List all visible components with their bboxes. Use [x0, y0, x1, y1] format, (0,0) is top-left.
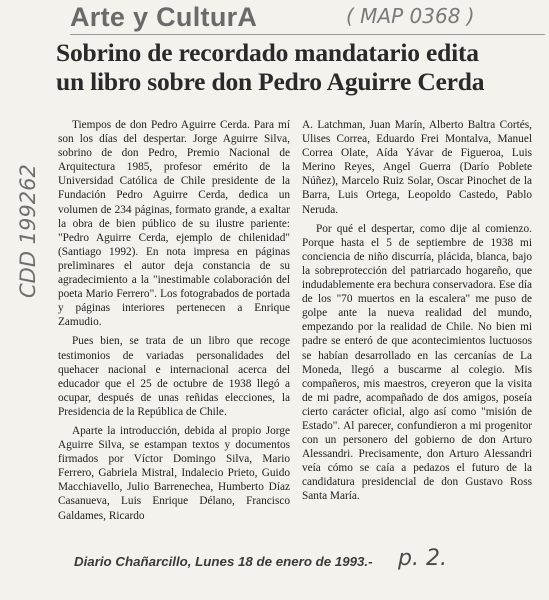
headline-line-1: Sobrino de recordado mandatario edita: [56, 38, 479, 67]
archive-code-handwritten: ( MAP 0368 ): [346, 4, 475, 28]
paragraph: A. Latchman, Juan Marín, Alberto Baltra Cortés, Ulises Correa, Eduardo Frei Montalva, Manuel Correa Olate, Aída Yávar de Figueroa, Luis Merino Reyes, Angel Guerra (Darío Poblete Núñez), Marcelo Ruiz Solar, Oscar Pinochet de la Barra, Luis Ortega, Leopoldo Castedo, Pablo Neruda.: [302, 119, 532, 216]
margin-note-handwritten: [10, 140, 38, 300]
article-column-left: [58, 118, 290, 528]
paragraph: Por qué el despertar, como dije al comienzo. Porque hasta el 5 de septiembre de 1938 mi conciencia de niño discurría, plácida, blanca, bajo la sobreprotección del patriarcado hogareño, que indudablemente era bechura conservadora. Ese día de los "70 muertos en la escalera" me puso de golpe ante la nueva realidad del mundo, empezando por la realidad de Chile. No bien mi padre se enteró de que acontecimientos luctuosos se habían desarrollado en las cercanías de La Moneda, llegó a buscarme al colegio. Mis compañeros, mis maestros, creyeron que la visita de mi padre, acompañado de dos amigos, poseía cierto carácter oficial, algo así como "misión de Estado". Al parecer, confundieron a mi progenitor con un personero del gobierno de don Arturo Alessandri. Precisamente, don Arturo Alessandri veía cómo se caía a pedazos el futuro de la candidatura presidencial de don Gustavo Ross Santa María.: [302, 222, 532, 503]
margin-note-text: CDD 199262: [16, 164, 40, 298]
section-label: Arte y CulturA: [70, 2, 258, 32]
paragraph: Pues bien, se trata de un libro que recoge testimonios de variadas personalidades del quehacer nacional e internacional acerca del educador que el 25 de octubre de 1938 llegó a ocupar, después de unas reñidas elecciones, la Presidencia de la República de Chile.: [58, 335, 290, 418]
source-footer: Diario Chañarcillo, Lunes 18 de enero de 1993.-: [74, 554, 373, 569]
paragraph: Aparte la introducción, debida al propio Jorge Aguirre Silva, se estampan textos y documentos firmados por Víctor Domingo Silva, Mario Ferrero, Gabriela Mistral, Indalecio Prieto, Guido Macchiavello, Julio Barrenechea, Humberto Díaz Casanueva, Luis Enrique Délano, Francisco Galdames, Ricardo: [58, 424, 290, 522]
article-column-right: [302, 118, 532, 509]
headline-line-2: un libro sobre don Pedro Aguirre Cerda: [56, 67, 485, 96]
page-note-handwritten: p. 2.: [398, 546, 447, 571]
article-headline: [56, 38, 546, 96]
paragraph: Tiempos de don Pedro Aguirre Cerda. Para mí son los días del despertar. Jorge Aguirre Silva, sobrino de don Pedro, Premio Nacional de Arquitectura 1985, profesor emérito de la Universidad Católica de Chile presidente de la Fundación Pedro Aguirre Cerda, dedica un volumen de 234 páginas, formato grande, a exaltar la obra de bien público de su ilustre pariente: "Pedro Aguirre Cerda, ejemplo de chilenidad" (Santiago 1992). En nota impresa en páginas preliminares el autor deja constancia de su agradecimiento a la "inestimable colaboración del poeta Mario Ferrero". Los fotograbados de portada y páginas interiores pertenecen a Enrique Zamudio.: [58, 119, 290, 329]
header-rule: [70, 34, 545, 35]
